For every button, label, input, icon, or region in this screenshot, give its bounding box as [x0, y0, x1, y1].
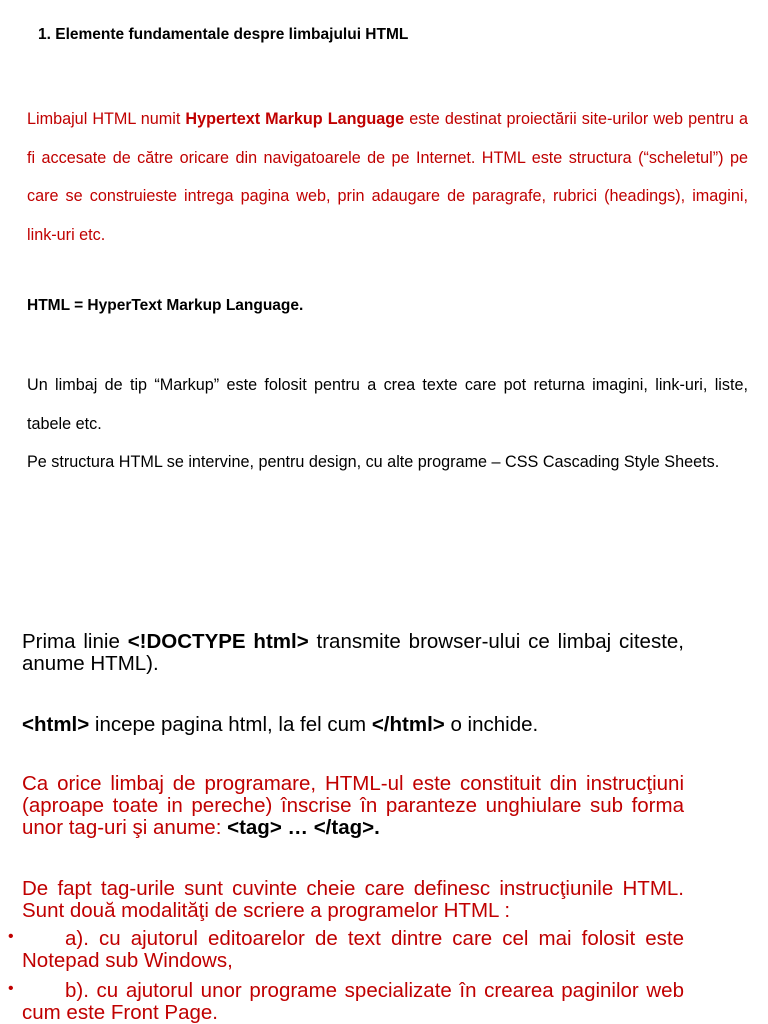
bullet-icon: • — [8, 980, 14, 997]
list-item-text: a). cu ajutorul editoarelor de text dintre care cel mai folosit este Notepad sub Windows, — [22, 927, 684, 972]
section-title: 1. Elemente fundamentale despre limbajului HTML — [38, 26, 409, 43]
intro-text-end: este destinat proiectării site-urilor web pentru a fi accesate de către oricare din navigatoarele de pe Internet. HTML este structura (“scheletul”) pe care se construieste intrega pagina web, prin adaugare de paragrafe, rubrici (headings), imagini, link-uri etc. — [27, 110, 748, 244]
html-open-tag: <html> — [22, 713, 90, 736]
doctype-post: transmite browser-ului ce limbaj citeste, anume HTML). — [22, 630, 684, 675]
instructions-tag: <tag> … </tag>. — [227, 816, 380, 839]
tags-paragraph: De fapt tag-urile sunt cuvinte cheie care definesc instrucţiunile HTML. Sunt două modalităţi de scriere a programelor HTML : — [22, 877, 684, 922]
intro-bold-term: Hypertext Markup Language — [185, 110, 405, 128]
instructions-text: Ca orice limbaj de programare, HTML-ul este constituit din instrucţiuni (aproape toate in pereche) înscrise în paranteze unghiulare sub forma unor tag-uri şi anume: — [22, 772, 684, 839]
markup-paragraph — [27, 366, 748, 482]
bullet-icon: • — [8, 928, 14, 945]
html-tag-mid: incepe pagina html, la fel cum — [89, 713, 372, 736]
instructions-paragraph — [22, 773, 684, 839]
list-item-text: b). cu ajutorul unor programe specializate în crearea paginilor web cum este Front Page. — [22, 979, 684, 1024]
intro-paragraph — [27, 100, 748, 254]
markup-line-1: Un limbaj de tip “Markup” este folosit pentru a crea texte care pot returna imagini, link-uri, liste, tabele etc. — [27, 376, 748, 433]
doctype-tag: <!DOCTYPE html> — [127, 630, 309, 653]
doctype-paragraph — [22, 631, 684, 675]
html-definition: HTML = HyperText Markup Language. — [27, 297, 304, 314]
html-tag-end: o inchide. — [444, 713, 539, 736]
markup-line-2: Pe structura HTML se intervine, pentru design, cu alte programe – CSS Cascading Style Sheets. — [27, 453, 720, 471]
html-close-tag: </html> — [371, 713, 445, 736]
doctype-pre: Prima linie — [22, 630, 128, 653]
html-tag-paragraph — [22, 714, 684, 736]
intro-text-start: Limbajul HTML numit — [27, 110, 186, 128]
